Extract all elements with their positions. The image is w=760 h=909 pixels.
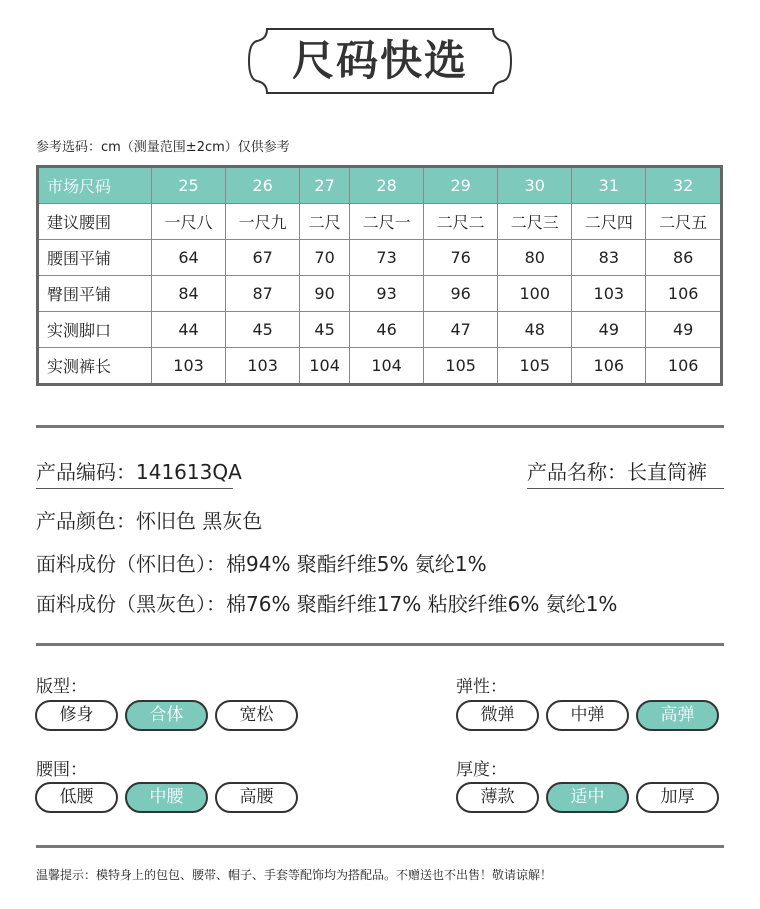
fit-option[interactable]: 宽松 — [215, 700, 298, 731]
size-cell: 80 — [498, 240, 572, 276]
size-cell: 45 — [226, 312, 300, 348]
thickness-option[interactable]: 加厚 — [636, 782, 719, 813]
size-table-row — [38, 312, 722, 348]
size-row-label: 建议腰围 — [38, 204, 152, 240]
divider — [36, 845, 724, 848]
waist-option[interactable]: 低腰 — [35, 782, 118, 813]
size-row-label: 实测裤长 — [38, 348, 152, 385]
size-cell: 二尺一 — [350, 204, 424, 240]
waist-option[interactable]: 高腰 — [215, 782, 298, 813]
thickness-option[interactable]: 薄款 — [456, 782, 539, 813]
size-cell: 64 — [152, 240, 226, 276]
size-table-row — [38, 348, 722, 385]
size-cell: 二尺三 — [498, 204, 572, 240]
divider — [36, 425, 724, 428]
fit-option[interactable]: 合体 — [125, 700, 208, 731]
size-cell: 49 — [572, 312, 646, 348]
size-cell: 46 — [350, 312, 424, 348]
size-header-cell: 30 — [498, 167, 572, 204]
size-cell: 103 — [152, 348, 226, 385]
size-cell: 67 — [226, 240, 300, 276]
size-cell: 90 — [300, 276, 350, 312]
size-row-label: 腰围平铺 — [38, 240, 152, 276]
size-cell: 87 — [226, 276, 300, 312]
thickness-label: 厚度： — [456, 760, 507, 780]
size-cell: 47 — [424, 312, 498, 348]
size-table-row — [38, 276, 722, 312]
size-cell: 100 — [498, 276, 572, 312]
elasticity-label: 弹性： — [456, 677, 507, 697]
size-cell: 105 — [424, 348, 498, 385]
size-table-row — [38, 204, 722, 240]
divider — [36, 643, 724, 646]
size-cell: 103 — [572, 276, 646, 312]
size-cell: 96 — [424, 276, 498, 312]
footer-note: 温馨提示：模特身上的包包、腰带、帽子、手套等配饰均为搭配品。不赠送也不出售！敬请谅解！ — [36, 868, 553, 882]
size-cell: 103 — [226, 348, 300, 385]
size-row-label: 实测脚口 — [38, 312, 152, 348]
fit-option[interactable]: 修身 — [35, 700, 118, 731]
thickness-option[interactable]: 适中 — [546, 782, 629, 813]
size-cell: 104 — [350, 348, 424, 385]
size-cell: 106 — [572, 348, 646, 385]
size-cell: 44 — [152, 312, 226, 348]
size-cell: 73 — [350, 240, 424, 276]
size-table-row — [38, 240, 722, 276]
elasticity-option[interactable]: 高弹 — [636, 700, 719, 731]
reference-note: 参考选码：cm（测量范围±2cm）仅供参考 — [36, 140, 290, 155]
waist-option[interactable]: 中腰 — [125, 782, 208, 813]
product-colors: 产品颜色：怀旧色 黑灰色 — [36, 509, 263, 533]
size-cell: 83 — [572, 240, 646, 276]
size-cell: 106 — [646, 348, 722, 385]
size-header-row — [38, 167, 722, 204]
size-cell: 84 — [152, 276, 226, 312]
waist-label: 腰围： — [36, 760, 87, 780]
size-header-cell: 32 — [646, 167, 722, 204]
size-cell: 48 — [498, 312, 572, 348]
size-cell: 104 — [300, 348, 350, 385]
fit-label: 版型： — [36, 677, 87, 697]
size-header-label: 市场尺码 — [38, 167, 152, 204]
elasticity-option[interactable]: 微弹 — [456, 700, 539, 731]
size-cell: 二尺二 — [424, 204, 498, 240]
size-cell: 二尺四 — [572, 204, 646, 240]
size-cell: 49 — [646, 312, 722, 348]
product-code: 产品编码：141613QA — [36, 460, 242, 484]
size-cell: 76 — [424, 240, 498, 276]
fabric-composition-1: 面料成份（怀旧色）：棉94% 聚酯纤维5% 氨纶1% — [36, 552, 487, 576]
size-cell: 105 — [498, 348, 572, 385]
size-header-cell: 27 — [300, 167, 350, 204]
fabric-composition-2: 面料成份（黑灰色）：棉76% 聚酯纤维17% 粘胶纤维6% 氨纶1% — [36, 592, 618, 616]
size-cell: 一尺八 — [152, 204, 226, 240]
page-title: 尺码快选 — [291, 36, 468, 85]
title-badge — [247, 27, 513, 95]
size-header-cell: 25 — [152, 167, 226, 204]
product-name: 产品名称：长直筒裤 — [527, 460, 707, 484]
size-header-cell: 29 — [424, 167, 498, 204]
product-code-underline — [36, 488, 233, 489]
size-cell: 86 — [646, 240, 722, 276]
size-cell: 二尺五 — [646, 204, 722, 240]
size-cell: 70 — [300, 240, 350, 276]
size-header-cell: 26 — [226, 167, 300, 204]
size-cell: 二尺 — [300, 204, 350, 240]
size-header-cell: 28 — [350, 167, 424, 204]
size-cell: 一尺九 — [226, 204, 300, 240]
elasticity-option[interactable]: 中弹 — [546, 700, 629, 731]
size-row-label: 臀围平铺 — [38, 276, 152, 312]
size-table — [36, 165, 723, 386]
size-cell: 106 — [646, 276, 722, 312]
size-header-cell: 31 — [572, 167, 646, 204]
size-cell: 45 — [300, 312, 350, 348]
size-cell: 93 — [350, 276, 424, 312]
product-name-underline — [527, 488, 724, 489]
